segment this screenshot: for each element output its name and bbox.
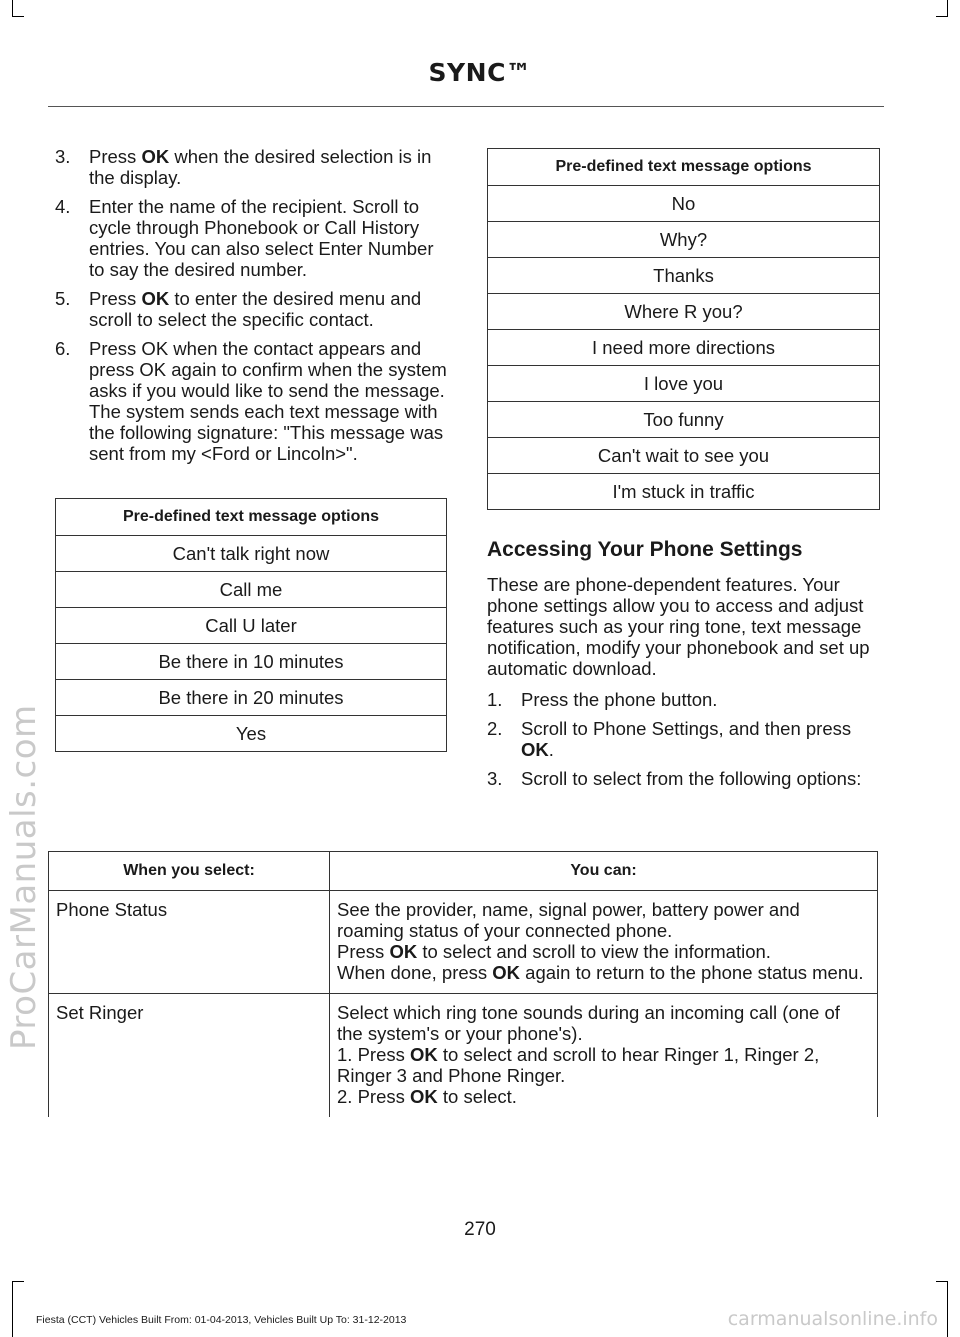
step-item [55, 288, 447, 330]
step-item [487, 718, 880, 760]
crop-mark [936, 1281, 948, 1282]
table-row [49, 891, 878, 994]
bold-keyword: OK [492, 962, 521, 983]
text-run: to select and scroll to hear Ringer 1, Ringer 2, Ringer 3 and Phone Ringer. [337, 1044, 820, 1086]
left-table-header: Pre-defined text message options [56, 499, 447, 536]
text-run: to select and scroll to view the information. [417, 941, 771, 962]
text-run: 1. Press [337, 1044, 410, 1065]
header-rule [48, 106, 884, 107]
option-cell: No [488, 186, 880, 222]
option-cell: I love you [488, 366, 880, 402]
option-cell: Can't wait to see you [488, 438, 880, 474]
step-number: 1. [487, 689, 503, 710]
right-options-table [487, 148, 880, 510]
description-line [337, 1002, 870, 1044]
step-number: 3. [55, 146, 71, 167]
bold-keyword: OK [389, 941, 418, 962]
select-col-header: When you select: [49, 852, 330, 891]
right-table-header: Pre-defined text message options [488, 149, 880, 186]
right-column [487, 148, 880, 797]
text-run: Scroll to select from the following options: [521, 768, 862, 789]
step-number: 6. [55, 338, 71, 359]
crop-mark [12, 1281, 13, 1337]
text-run: Press [89, 288, 142, 309]
text-run: See the provider, name, signal power, battery power and roaming status of your connected phone. [337, 899, 800, 941]
setting-name: Phone Status [49, 891, 330, 994]
left-column [55, 146, 447, 752]
option-cell: Be there in 10 minutes [56, 644, 447, 680]
text-run: Scroll to Phone Settings, and then press [521, 718, 852, 739]
option-cell: Call U later [56, 608, 447, 644]
step-number: 3. [487, 768, 503, 789]
description-line [337, 962, 870, 983]
text-run: Press [337, 941, 390, 962]
option-cell: Yes [56, 716, 447, 752]
crop-mark [12, 16, 24, 17]
bold-keyword: OK [410, 1044, 438, 1065]
text-run: to enter the desired menu and scroll to select the specific contact. [89, 288, 422, 330]
text-run: Press OK when the contact appears and press OK again to confirm when the system asks if you would like to send the message. The system sends each text message with the following signature: "This message was sent from my <Ford or Lincoln>". [89, 338, 447, 464]
option-cell: Call me [56, 572, 447, 608]
watermark: ProCarManuals.com [4, 704, 44, 1050]
section-intro: These are phone-dependent features. Your phone settings allow you to access and adjust features such as your ring tone, text message notification, modify your phonebook and set up automatic download. [487, 574, 870, 679]
option-cell: Where R you? [488, 294, 880, 330]
bold-keyword: OK [521, 739, 549, 760]
option-cell: Thanks [488, 258, 880, 294]
option-cell: I'm stuck in traffic [488, 474, 880, 510]
can-col-header: You can: [330, 852, 878, 891]
setting-name: Set Ringer [49, 994, 330, 1118]
option-cell: I need more directions [488, 330, 880, 366]
section-title: Accessing Your Phone Settings [487, 538, 803, 561]
step-item [55, 338, 447, 464]
crop-mark [12, 0, 13, 16]
text-run: Press the phone button. [521, 689, 718, 710]
description-line [337, 899, 870, 941]
option-cell: Too funny [488, 402, 880, 438]
text-run: 2. Press [337, 1086, 410, 1107]
text-run: When done, press [337, 962, 493, 983]
step-item [55, 146, 447, 188]
table-row [49, 994, 878, 1118]
page-header-title: SYNC™ [428, 58, 532, 87]
bold-keyword: OK [141, 288, 170, 309]
bold-keyword: OK [410, 1086, 438, 1107]
step-number: 4. [55, 196, 71, 217]
option-cell: Why? [488, 222, 880, 258]
page-number: 270 [464, 1219, 496, 1240]
step-number: 5. [55, 288, 71, 309]
crop-mark [12, 1281, 24, 1282]
text-run: . [548, 739, 554, 760]
description-line [337, 941, 870, 962]
crop-mark [947, 0, 948, 16]
phone-settings-table [48, 851, 878, 1117]
option-cell: Can't talk right now [56, 536, 447, 572]
footer-text: Fiesta (CCT) Vehicles Built From: 01-04-2013, Vehicles Built Up To: 31-12-2013 [36, 1314, 407, 1326]
text-run: Press [89, 146, 142, 167]
crop-mark [947, 1281, 948, 1337]
bold-keyword: OK [141, 146, 170, 167]
left-steps-list [55, 146, 447, 464]
description-line [337, 1086, 870, 1107]
text-run: again to return to the phone status menu. [520, 962, 864, 983]
text-run: Enter the name of the recipient. Scroll to cycle through Phonebook or Call History entries. You can also select Enter Number to say the desired number. [89, 196, 434, 280]
description-line [337, 1044, 870, 1086]
footer-logo: carmanualsonline.info [727, 1308, 938, 1330]
step-item [55, 196, 447, 280]
step-number: 2. [487, 718, 503, 739]
text-run: to select. [437, 1086, 517, 1107]
crop-mark [936, 16, 948, 17]
setting-description [330, 891, 878, 994]
left-options-table [55, 498, 447, 752]
setting-description [330, 994, 878, 1118]
option-cell: Be there in 20 minutes [56, 680, 447, 716]
text-run: when the desired selection is in the display. [89, 146, 432, 188]
text-run: Select which ring tone sounds during an incoming call (one of the system's or your phone's). [337, 1002, 840, 1044]
step-item [487, 689, 880, 710]
section-steps-list [487, 689, 880, 789]
step-item [487, 768, 880, 789]
